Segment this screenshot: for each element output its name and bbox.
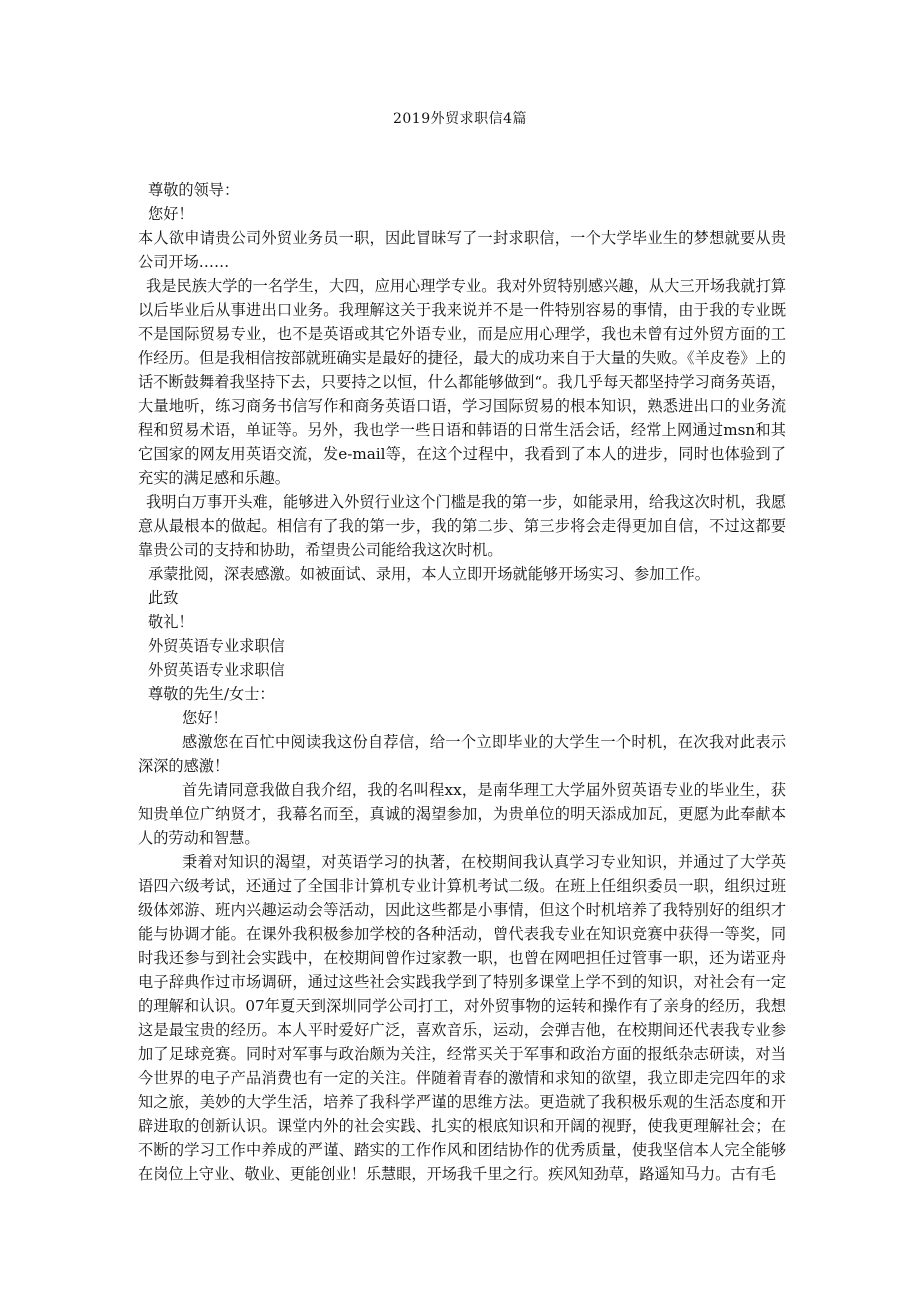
letter1-closing: 敬礼！ bbox=[148, 613, 194, 631]
letter1-paragraph: 本人欲申请贵公司外贸业务员一职，因此冒昧写了一封求职信，一个大学毕业生的梦想就要从贵公司开场…… bbox=[138, 229, 786, 271]
letter2-paragraph: 感激您在百忙中阅读我这份自荐信，给一个立即毕业的大学生一个时机，在次我对此表示深深的感激！ bbox=[138, 733, 786, 775]
document-body bbox=[138, 178, 786, 1186]
section-title: 外贸英语专业求职信 bbox=[148, 661, 285, 679]
letter2-greeting: 您好！ bbox=[182, 709, 228, 727]
document-title: 2019外贸求职信4篇 bbox=[392, 111, 528, 127]
letter2-paragraph: 秉着对知识的渴望，对英语学习的执著，在校期间我认真学习专业知识，并通过了大学英语四六级考试，还通过了全国非计算机专业计算机考试二级。在班上任组织委员一职，组织过班级体郊游、班内兴趣运动会等活动，因此这些都是小事情，但这个时机培养了我特别好的组织才能与协调才能。在课外我积极参加学校的各种活动，曾代表我专业在知识竞赛中获得一等奖，同时我还参与到社会实践中，在校期间曾作过家教一职，也曾在网吧担任过管事一职，还为诺亚舟电子辞典作过市场调研，通过这些社会实践我学到了特别多课堂上学不到的知识，对社会有一定的理解和认识。07年夏天到深圳同学公司打工，对外贸事物的运转和操作有了亲身的经历，我想这是最宝贵的经历。本人平时爱好广泛，喜欢音乐，运动，会弹吉他，在校期间还代表我专业参加了足球竞赛。同时对军事与政治颇为关注，经常买关于军事和政治方面的报纸杂志研读，对当今世界的电子产品消费也有一定的关注。伴随着青春的激情和求知的欲望，我立即走完四年的求知之旅，美妙的大学生活，培养了我科学严谨的思维方法。更造就了我积极乐观的生活态度和开辟进取的创新认识。课堂内外的社会实践、扎实的根底知识和开阔的视野，使我更理解社会；在不断的学习工作中养成的严谨、踏实的工作作风和团结协作的优秀质量，使我坚信本人完全能够在岗位上守业、敬业、更能创业！乐慧眼，开场我千里之行。疾风知劲草，路遥知马力。古有毛 bbox=[138, 853, 786, 1183]
letter1-greeting: 您好！ bbox=[148, 205, 194, 223]
letter2-salutation: 尊敬的先生/女士： bbox=[148, 685, 275, 703]
letter1-paragraph: 承蒙批阅，深表感激。如被面试、录用，本人立即开场就能够开场实习、参加工作。 bbox=[148, 565, 710, 583]
section-title: 外贸英语专业求职信 bbox=[148, 637, 285, 655]
letter2-paragraph: 首先请同意我做自我介绍，我的名叫程xx，是南华理工大学届外贸英语专业的毕业生，获知贵单位广纳贤才，我幕名而至，真诚的渴望参加，为贵单位的明天添成加瓦，更愿为此奉献本人的劳动和智慧。 bbox=[138, 781, 786, 847]
letter1-salutation: 尊敬的领导： bbox=[148, 181, 240, 199]
letter1-paragraph: 我明白万事开头难，能够进入外贸行业这个门槛是我的第一步，如能录用，给我这次时机，我愿意从最根本的做起。相信有了我的第一步，我的第二步、第三步将会走得更加自信，不过这都要靠贵公司的支持和协助，希望贵公司能给我这次时机。 bbox=[138, 493, 786, 559]
letter1-paragraph: 我是民族大学的一名学生，大四，应用心理学专业。我对外贸特别感兴趣，从大三开场我就打算以后毕业后从事进出口业务。我理解这关于我来说并不是一件特别容易的事情，由于我的专业既不是国际贸易专业，也不是英语或其它外语专业，而是应用心理学，我也未曾有过外贸方面的工作经历。但是我相信按部就班确实是最好的捷径，最大的成功来自于大量的失败。《羊皮卷》上的话不断鼓舞着我坚持下去，只要持之以恒，什么都能够做到“。我几乎每天都坚持学习商务英语，大量地听，练习商务书信写作和商务英语口语，学习国际贸易的根本知识，熟悉进出口的业务流程和贸易术语，单证等。另外，我也学一些日语和韩语的日常生活会话，经常上网通过msn和其它国家的网友用英语交流，发e-mail等，在这个过程中，我看到了本人的进步，同时也体验到了充实的满足感和乐趣。 bbox=[138, 277, 786, 487]
letter1-closing: 此致 bbox=[148, 589, 179, 607]
